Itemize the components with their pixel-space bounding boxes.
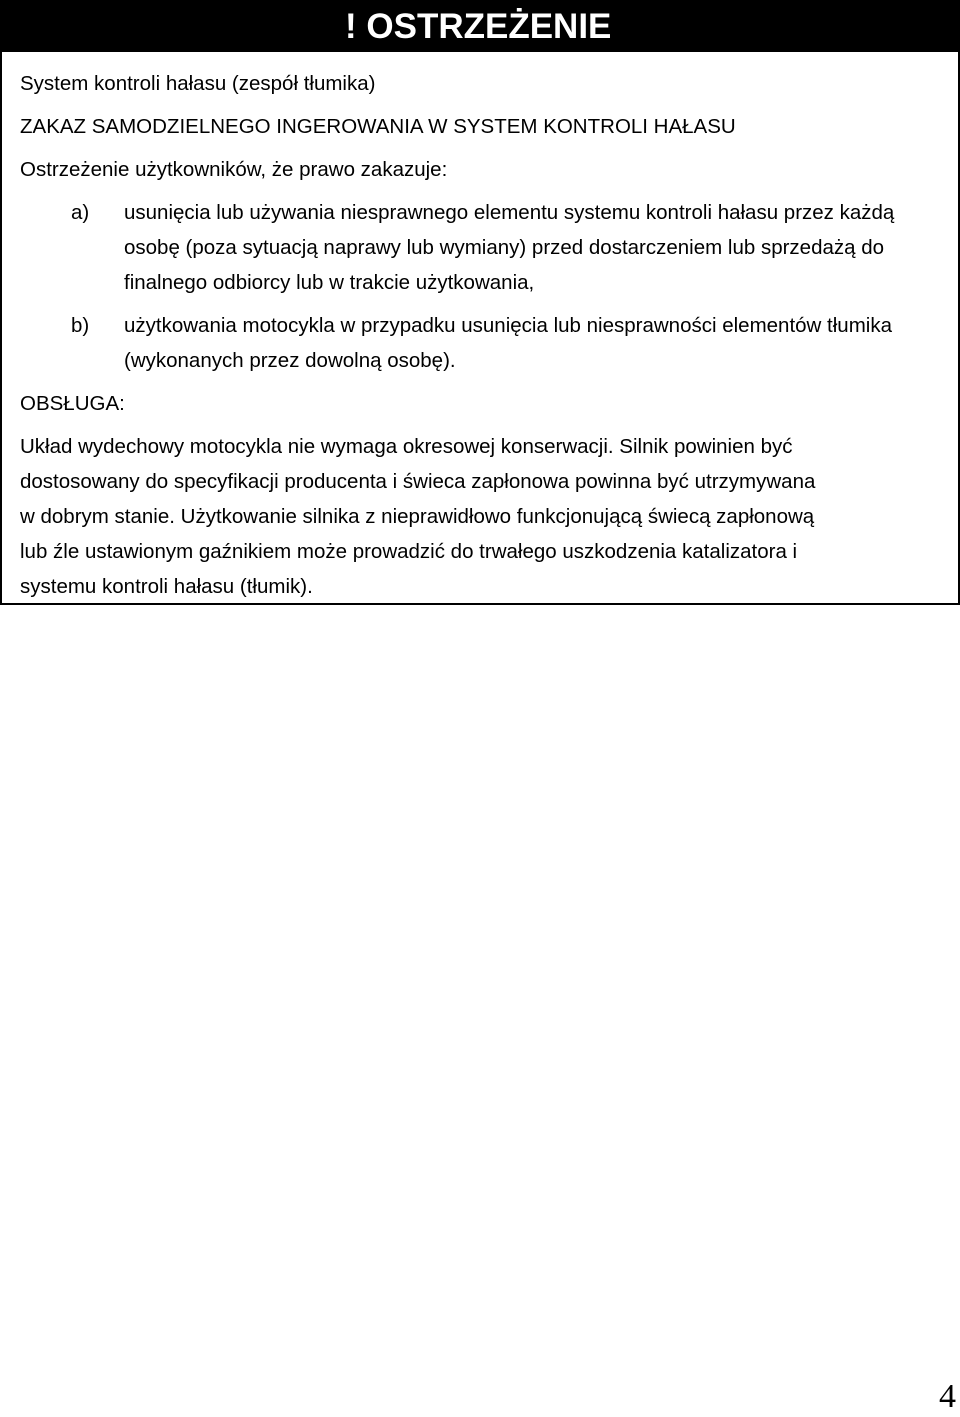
- warning-intro: Ostrzeżenie użytkowników, że prawo zakazuje:: [20, 158, 448, 181]
- paragraph-line: dostosowany do specyfikacji producenta i świeca zapłonowa powinna być utrzymywana: [20, 470, 816, 493]
- list-item-text: usunięcia lub używania niesprawnego elementu systemu kontroli hałasu przez każdą osobę (poza sytuacją naprawy lub wymiany) przed dostarczeniem lub sprzedażą do finalnego odbiorcy lub w trakcie użytkowania,: [124, 201, 895, 294]
- paragraph-line: lub źle ustawionym gaźnikiem może prowadzić do trwałego uszkodzenia katalizatora i: [20, 540, 798, 563]
- warning-box: [0, 0, 960, 605]
- list-item-text: użytkowania motocykla w przypadku usunięcia lub niesprawności elementów tłumika (wykonanych przez dowolną osobę).: [124, 314, 892, 372]
- paragraph-line: systemu kontroli hałasu (tłumik).: [20, 575, 313, 598]
- paragraph-line: w dobrym stanie. Użytkowanie silnika z nieprawidłowo funkcjonującą świecą zapłonową: [20, 505, 815, 528]
- prohibition-list: [20, 195, 942, 378]
- page-number: 4: [939, 1378, 956, 1415]
- list-marker: b): [71, 314, 90, 337]
- prohibition-heading: ZAKAZ SAMODZIELNEGO INGEROWANIA W SYSTEM KONTROLI HAŁASU: [20, 115, 736, 138]
- list-item: [20, 195, 942, 300]
- section-heading: System kontroli hałasu (zespół tłumika): [20, 72, 376, 95]
- service-paragraph: [20, 429, 942, 604]
- list-item: [20, 308, 942, 378]
- warning-title: ! OSTRZEŻENIE: [2, 2, 958, 52]
- warning-content: [2, 66, 958, 604]
- list-marker: a): [71, 201, 90, 224]
- service-label: OBSŁUGA:: [20, 392, 125, 415]
- paragraph-line: Układ wydechowy motocykla nie wymaga okresowej konserwacji. Silnik powinien być: [20, 435, 793, 458]
